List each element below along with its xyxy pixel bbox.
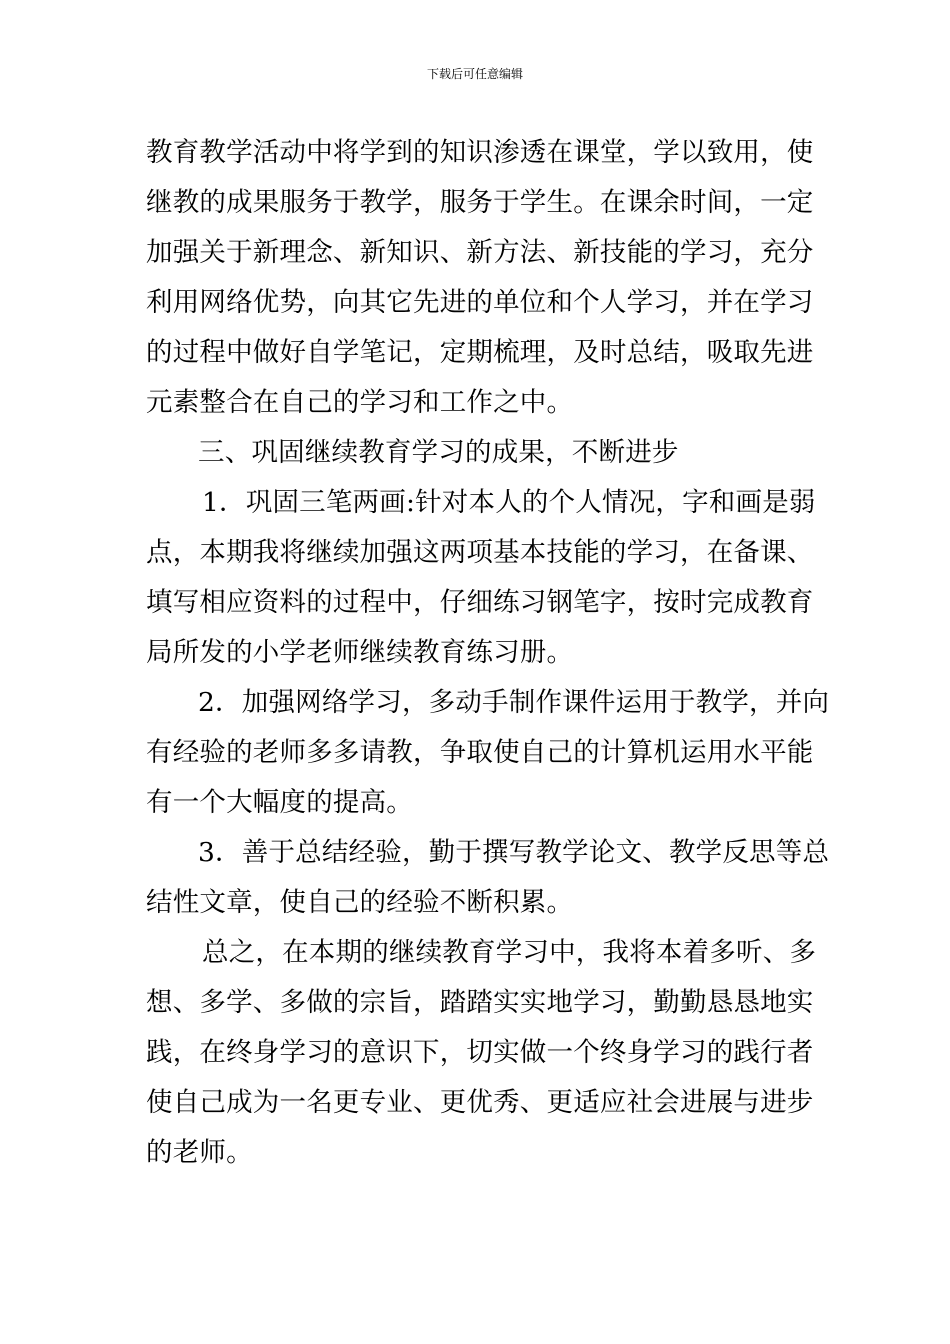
text-line: 3．善于总结经验，勤于撰写教学论文、教学反思等总 [198,837,830,868]
page-header: 下载后可任意编辑 [426,67,523,81]
text-line: 继教的成果服务于教学，服务于学生。在课余时间，一定 [146,187,814,218]
text-line: 局所发的小学老师继续教育练习册。 [146,637,574,668]
text-line: 填写相应资料的过程中，仔细练习钢笔字，按时完成教育 [146,587,814,618]
text-line: 想、多学、多做的宗旨，踏踏实实地学习，勤勤恳恳地实 [146,987,814,1018]
text-line: 的过程中做好自学笔记，定期梳理，及时总结，吸取先进 [146,337,814,368]
text-line: 总之，在本期的继续教育学习中，我将本着多听、多 [202,937,817,968]
text-line: 有一个大幅度的提高。 [146,787,413,818]
text-line: 的老师。 [146,1137,253,1168]
section-heading: 三、巩固继续教育学习的成果，不断进步 [198,437,679,468]
text-line: 结性文章，使自己的经验不断积累。 [146,887,574,918]
text-line: 元素整合在自己的学习和工作之中。 [146,387,574,418]
text-line: 利用网络优势，向其它先进的单位和个人学习，并在学习 [146,287,814,318]
document-body [146,128,830,1178]
text-line: 使自己成为一名更专业、更优秀、更适应社会进展与进步 [146,1087,814,1118]
text-line: 教育教学活动中将学到的知识渗透在课堂，学以致用，使 [146,137,814,168]
text-line: 有经验的老师多多请教，争取使自己的计算机运用水平能 [146,737,814,768]
text-line: 1．巩固三笔两画:针对本人的个人情况，字和画是弱 [202,487,816,518]
text-line: 践，在终身学习的意识下，切实做一个终身学习的践行者 [146,1037,814,1068]
text-line: 加强关于新理念、新知识、新方法、新技能的学习，充分 [146,237,814,268]
text-line: 点，本期我将继续加强这两项基本技能的学习，在备课、 [146,537,814,568]
text-line: 2．加强网络学习，多动手制作课件运用于教学，并向 [198,687,830,718]
